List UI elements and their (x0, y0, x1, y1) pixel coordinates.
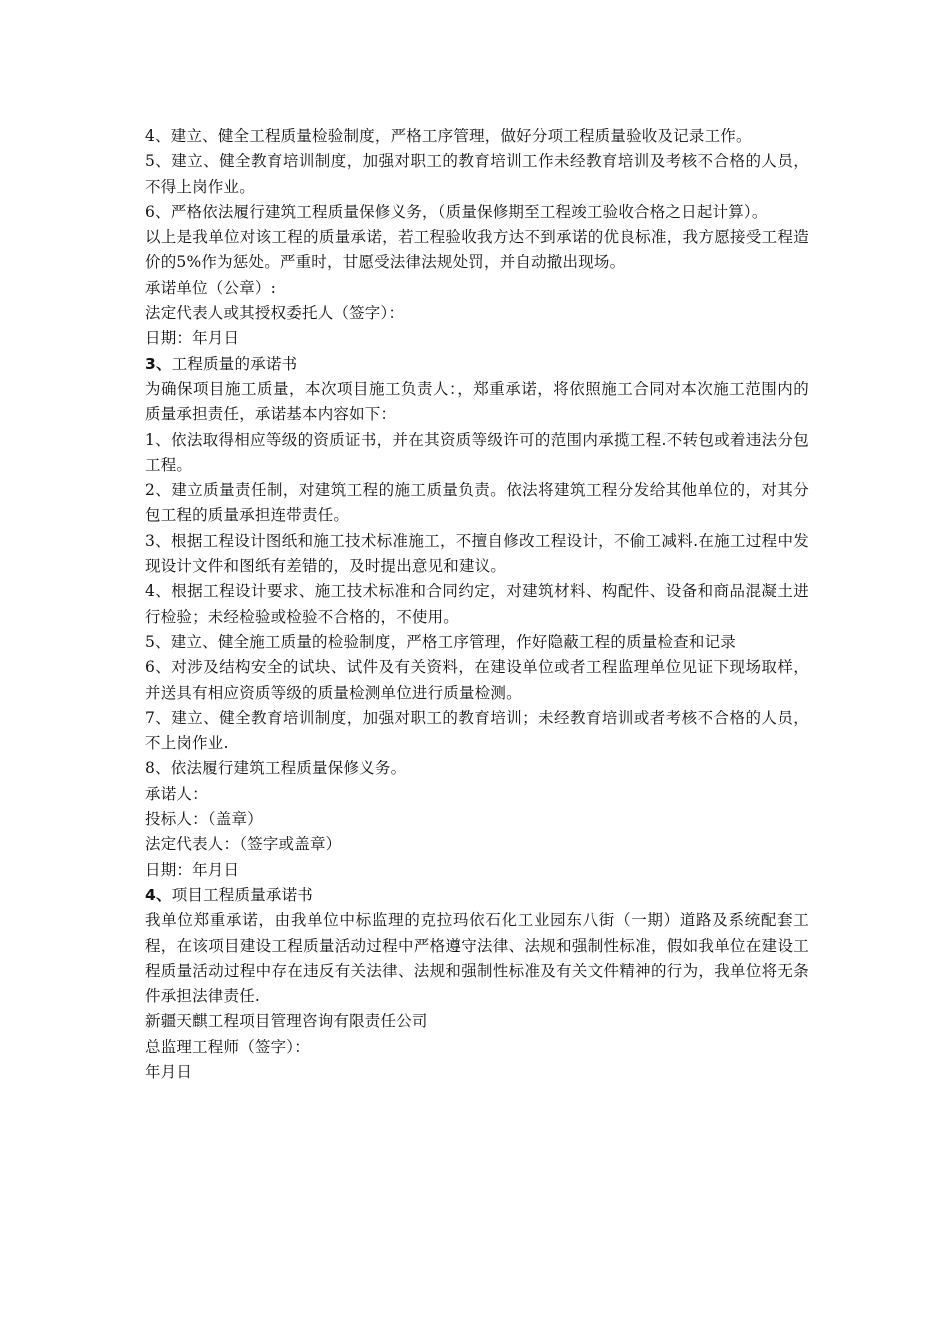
section3-sign-promisor: 承诺人： (145, 784, 208, 803)
section4-heading (145, 883, 809, 908)
document-page (145, 124, 809, 1085)
section3-sign-date: 日期：年月日 (145, 860, 240, 879)
prev-item-4: 4、建立、健全工程质量检验制度，严格工序管理，做好分项工程质量验收及记录工作。 (145, 127, 752, 145)
section3-sign-representative: 法定代表人：（签字或盖章） (145, 835, 342, 854)
prev-sign-date: 日期：年月日 (145, 329, 240, 348)
section3-item-8: 8、依法履行建筑工程质量保修义务。 (145, 759, 407, 778)
section4-number: 4、 (145, 885, 172, 904)
prev-sign-representative: 法定代表人或其授权委托人（签字）： (145, 304, 405, 323)
section3-item-7: 7、建立、健全教育培训制度，加强对职工的教育培训；未经教育培训或者考核不合格的人员，不上岗作业. (145, 708, 809, 753)
section3-item-4: 4、根据工程设计要求、施工技术标准和合同约定，对建筑材料、构配件、设备和商品混凝土进行检验；未经检验或检验不合格的，不使用。 (145, 582, 809, 626)
section3-title: 工程质量的承诺书 (171, 354, 298, 373)
prev-item-6: 6、严格依法履行建筑工程质量保修义务，（质量保修期至工程竣工验收合格之日起计算）。 (145, 202, 768, 221)
prev-sign-unit: 承诺单位（公章）: (145, 278, 277, 297)
section4-title: 项目工程质量承诺书 (171, 885, 313, 904)
section3-item-3: 3、根据工程设计图纸和施工技术标准施工，不擅自修改工程设计，不偷工减料.在施工过程中发现设计文件和图纸有差错的，及时提出意见和建议。 (145, 531, 809, 576)
section4-company: 新疆天麒工程项目管理咨询有限责任公司 (145, 1012, 428, 1031)
section3-item-6: 6、对涉及结构安全的试块、试件及有关资料，在建设单位或者工程监理单位见证下现场取样，并送具有相应资质等级的质量检测单位进行质量检测。 (145, 658, 809, 702)
prev-closing-paragraph: 以上是我单位对该工程的质量承诺，若工程验收我方达不到承诺的优良标准，我方愿接受工程造价的5%作为惩处。严重时，甘愿受法律法规处罚，并自动撤出现场。 (145, 228, 809, 272)
section4-body: 我单位郑重承诺，由我单位中标监理的克拉玛依石化工业园东八街（一期）道路及系统配套工程，在该项目建设工程质量活动过程中严格遵守法律、法规和强制性标准，假如我单位在建设工程质量活动过程中存在违反有关法律、法规和强制性标准及有关文件精神的行为，我单位将无条件承担法律责任. (145, 911, 809, 1006)
section3-item-1: 1、依法取得相应等级的资质证书，并在其资质等级许可的范围内承揽工程.不转包或着违法分包工程。 (145, 430, 809, 474)
section3-item-5: 5、建立、健全施工质量的检验制度，严格工序管理，作好隐蔽工程的质量检查和记录 (145, 632, 736, 651)
section3-sign-bidder: 投标人：（盖章） (145, 810, 263, 829)
section3-heading (145, 352, 809, 377)
section3-intro: 为确保项目施工质量，本次项目施工负责人：，郑重承诺，将依照施工合同对本次施工范围内的质量承担责任，承诺基本内容如下： (145, 379, 809, 424)
section3-item-2: 2、建立质量责任制，对建筑工程的施工质量负责。依法将建筑工程分发给其他单位的，对其分包工程的质量承担连带责任。 (145, 481, 809, 525)
section3-number: 3、 (145, 354, 172, 373)
prev-item-5: 5、建立、健全教育培训制度，加强对职工的教育培训工作未经教育培训及考核不合格的人员，不得上岗作业。 (145, 152, 809, 196)
section4-sign-date: 年月日 (145, 1062, 193, 1081)
section4-sign-engineer: 总监理工程师（签字）： (145, 1037, 310, 1056)
